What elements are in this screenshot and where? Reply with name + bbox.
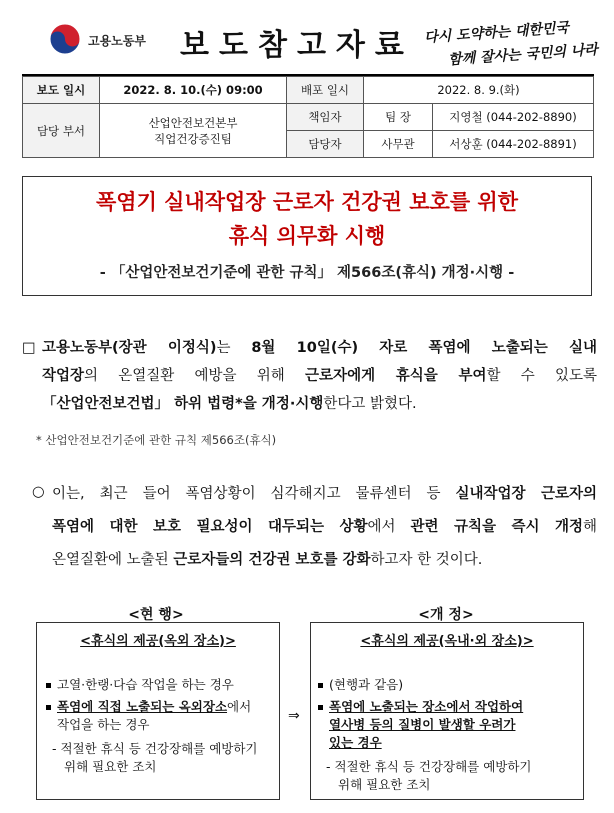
revised-item-2-line-2: 열사병 등의 질병이 발생할 우려가	[329, 717, 516, 732]
slogan-line-2: 함께 잘사는 국민의 나라	[447, 41, 599, 69]
p2-line-1	[52, 478, 597, 511]
current-sub-line-2: 위해 필요한 조치	[64, 759, 157, 774]
distribution-value: 2022. 8. 9.(화)	[364, 77, 594, 104]
p2-text1: 이는, 최근 들어 폭염상황이 심각해지고 물류센터 등	[52, 486, 456, 502]
p2-line-2	[52, 511, 597, 544]
revised-sub-item	[326, 758, 581, 794]
bullet-square-icon	[46, 705, 51, 710]
current-sub-line-1: - 적절한 휴식 등 건강장해를 예방하기	[52, 741, 258, 756]
arrow-icon: ⇒	[288, 708, 300, 724]
distribution-label: 배포 일시	[287, 77, 364, 104]
taegeuk-logo-icon	[48, 22, 82, 56]
contact-name: 서상훈 (044-202-8891)	[433, 131, 594, 158]
p2-health: 근로자들의 건강권 보호를 강화	[173, 552, 371, 568]
press-info-table	[22, 76, 594, 158]
current-item-1	[46, 676, 276, 694]
paragraph-1	[42, 334, 597, 418]
slogan-line-1: 다시 도약하는 대한민국	[423, 19, 570, 47]
revised-item-1	[318, 676, 578, 694]
subtitle: - 「산업안전보건기준에 관한 규칙」 제566조(휴식) 개정·시행 -	[99, 265, 515, 281]
current-item-2	[46, 698, 276, 734]
p2-text2: 에서	[367, 519, 411, 535]
department-line-1: 산업안전보건본부	[148, 115, 238, 130]
responsible-name: 지영철 (044-202-8890)	[433, 104, 594, 131]
p2-need: 폭염에 대한 보호 필요성이 대두되는 상황	[52, 519, 368, 535]
p1-text: 는	[216, 340, 252, 356]
document-type-title: 보도참고자료	[180, 28, 414, 63]
p1-workplace: 작업장	[42, 368, 85, 384]
bullet-square: □	[22, 340, 36, 356]
current-subhead: <휴식의 제공(옥외 장소)>	[80, 634, 236, 649]
current-sub-item	[52, 740, 277, 776]
p1-line-2	[42, 362, 597, 390]
p1-date: 8월 10일(수) 자로 폭염에 노출되는 실내	[251, 340, 598, 356]
bullet-square-icon	[46, 683, 51, 688]
p2-indoor: 실내작업장 근로자의	[455, 486, 597, 502]
p1-rest: 근로자에게 휴식을 부여	[305, 368, 487, 384]
revised-item-2	[318, 698, 580, 752]
p1-law: 「산업안전보건법」 하위 법령*을 개정·시행	[42, 396, 324, 412]
responsible-title: 팀 장	[364, 104, 433, 131]
revised-header: <개 정>	[418, 607, 474, 623]
current-item-2-rest: 에서	[227, 699, 252, 714]
department-line-2: 직업건강증진팀	[154, 131, 232, 146]
bullet-square-icon	[318, 683, 323, 688]
headline-line-1: 폭염기 실내작업장 근로자 건강권 보호를 위한	[96, 190, 518, 214]
revised-sub-line-2: 위해 필요한 조치	[338, 777, 431, 792]
p1-ministry: 고용노동부(장관 이정식)	[42, 340, 217, 356]
p1-line-1	[42, 334, 597, 362]
p1-text2: 의 온열질환 예방을 위해	[84, 368, 306, 384]
current-item-2-bold: 폭염에 직접 노출되는 옥외장소	[57, 699, 228, 714]
current-header: <현 행>	[128, 607, 184, 623]
current-item-2-line-2: 작업을 하는 경우	[57, 717, 150, 732]
p1-line-3	[42, 390, 597, 418]
paragraph-2	[52, 478, 597, 577]
p2-line-3	[52, 544, 597, 577]
responsible-label: 책임자	[287, 104, 364, 131]
p2-text4: 온열질환에 노출된	[52, 552, 174, 568]
bullet-square-icon	[318, 705, 323, 710]
p2-text3: 해	[582, 519, 597, 535]
revised-sub-line-1: - 적절한 휴식 등 건강장해를 예방하기	[326, 759, 532, 774]
headline-line-2: 휴식 의무화 시행	[228, 224, 386, 248]
bullet-circle: ○	[32, 484, 45, 500]
contact-title: 사무관	[364, 131, 433, 158]
revised-item-2-line-1: 폭염에 노출되는 장소에서 작업하여	[329, 699, 524, 714]
revised-item-1-text: (현행과 같음)	[329, 677, 404, 692]
p2-revise: 관련 규칙을 즉시 개정	[410, 519, 583, 535]
p1-text3: 할 수 있도록	[486, 368, 597, 384]
p2-text5: 하고자 한 것이다.	[370, 552, 483, 568]
revised-subhead: <휴식의 제공(옥내·외 장소)>	[360, 634, 534, 649]
department-label: 담당 부서	[23, 104, 100, 158]
current-item-1-text: 고열·한랭·다습 작업을 하는 경우	[57, 677, 234, 692]
ministry-name: 고용노동부	[88, 34, 146, 48]
department-value	[100, 104, 287, 158]
p1-text4: 한다고 밝혔다.	[323, 396, 417, 412]
release-value: 2022. 8. 10.(수) 09:00	[100, 77, 287, 104]
footnote: * 산업안전보건기준에 관한 규칙 제566조(휴식)	[36, 433, 277, 447]
revised-item-2-line-3: 있는 경우	[329, 735, 382, 750]
contact-label: 담당자	[287, 131, 364, 158]
release-label: 보도 일시	[23, 77, 100, 104]
